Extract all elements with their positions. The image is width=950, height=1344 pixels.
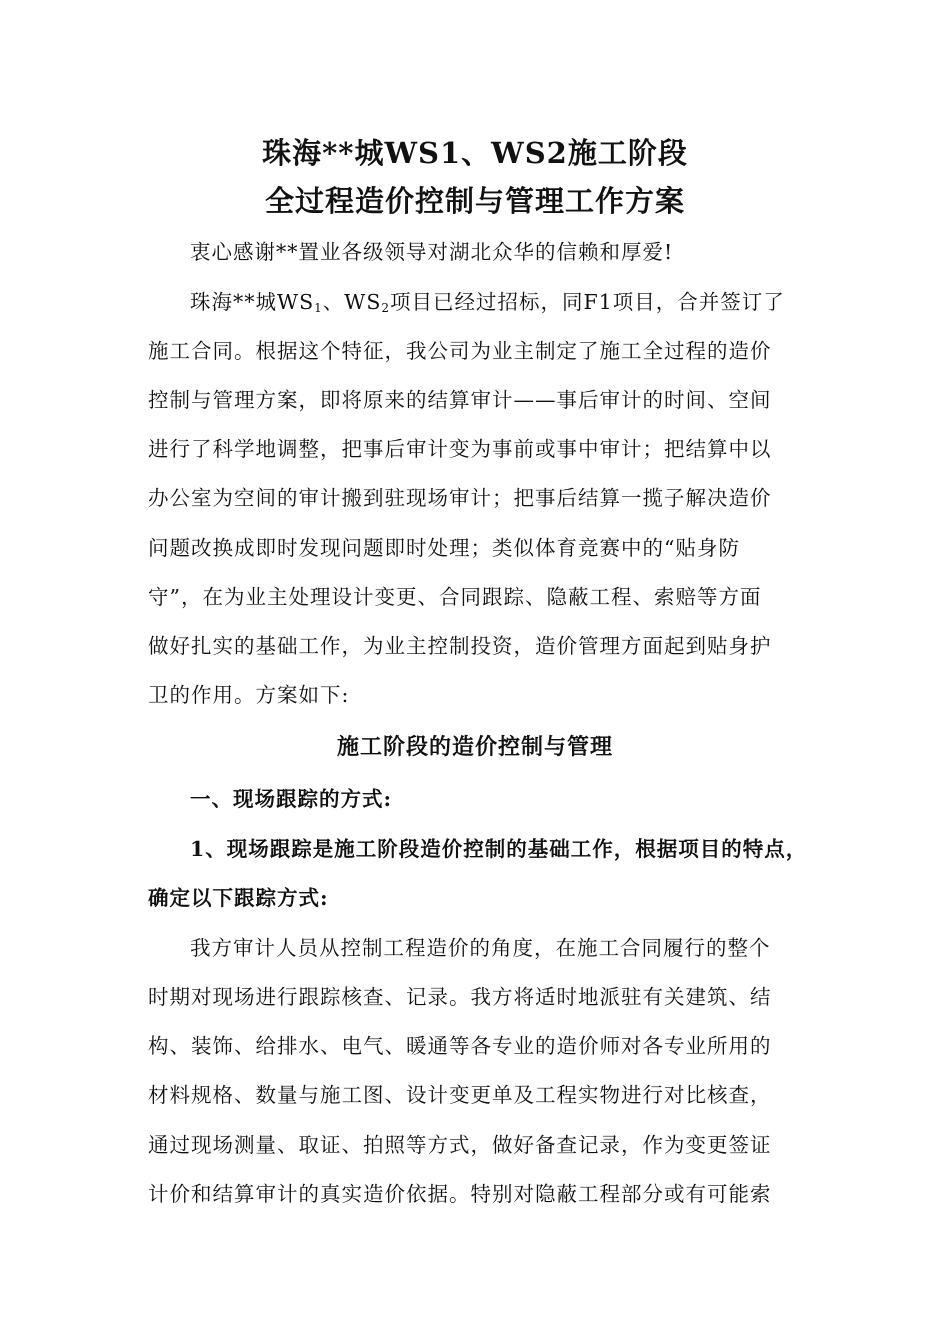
- intro-line-1-part-c: 项目已经过招标，同F1项目，合并签订了: [390, 290, 785, 314]
- intro-line-1-part-b: 、WS: [322, 290, 382, 314]
- heading-2-line-1: 1、现场跟踪是施工阶段造价控制的基础工作，根据项目的特点，: [190, 837, 808, 861]
- document-title-line-2: 全过程造价控制与管理工作方案: [264, 184, 685, 218]
- greeting-paragraph: 衷心感谢**置业各级领导对湖北众华的信赖和厚爱!: [190, 240, 674, 264]
- heading-2-line-2: 确定以下跟踪方式:: [148, 886, 329, 910]
- intro-line-2: 施工合同。根据这个特征，我公司为业主制定了施工全过程的造价: [148, 339, 772, 363]
- body-line-1: 我方审计人员从控制工程造价的角度，在施工合同履行的整个: [190, 936, 771, 960]
- intro-line-1: [190, 287, 850, 317]
- body-line-4: 材料规格、数量与施工图、设计变更单及工程实物进行对比核查，: [148, 1083, 772, 1107]
- body-line-5: 通过现场测量、取证、拍照等方式，做好备查记录，作为变更签证: [148, 1133, 772, 1157]
- ws1-subscript: 1: [314, 301, 323, 315]
- intro-line-6: 问题改换成即时发现问题即时处理；类似体育竞赛中的“贴身防: [148, 536, 740, 560]
- intro-line-8: 做好扎实的基础工作，为业主控制投资，造价管理方面起到贴身护: [148, 634, 772, 658]
- body-line-6: 计价和结算审计的真实造价依据。特别对隐蔽工程部分或有可能索: [148, 1182, 772, 1206]
- body-line-3: 构、装饰、给排水、电气、暖通等各专业的造价师对各专业所用的: [148, 1034, 772, 1058]
- intro-line-9: 卫的作用。方案如下:: [148, 683, 350, 707]
- document-title-line-1: 珠海**城WS1、WS2施工阶段: [262, 136, 688, 170]
- intro-line-7: 守”，在为业主处理设计变更、合同跟踪、隐蔽工程、索赔等方面: [148, 585, 762, 609]
- intro-line-4: 进行了科学地调整，把事后审计变为事前或事中审计；把结算中以: [148, 437, 772, 461]
- heading-1: 一、现场跟踪的方式:: [190, 787, 393, 811]
- intro-line-1-part-a: 珠海**城WS: [190, 290, 315, 314]
- section-title: 施工阶段的造价控制与管理: [336, 734, 613, 760]
- intro-line-5: 办公室为空间的审计搬到驻现场审计；把事后结算一揽子解决造价: [148, 486, 772, 510]
- body-line-2: 时期对现场进行跟踪核查、记录。我方将适时地派驻有关建筑、结: [148, 985, 772, 1009]
- ws2-subscript: 2: [381, 301, 391, 315]
- intro-line-3: 控制与管理方案，即将原来的结算审计——事后审计的时间、空间: [148, 388, 772, 412]
